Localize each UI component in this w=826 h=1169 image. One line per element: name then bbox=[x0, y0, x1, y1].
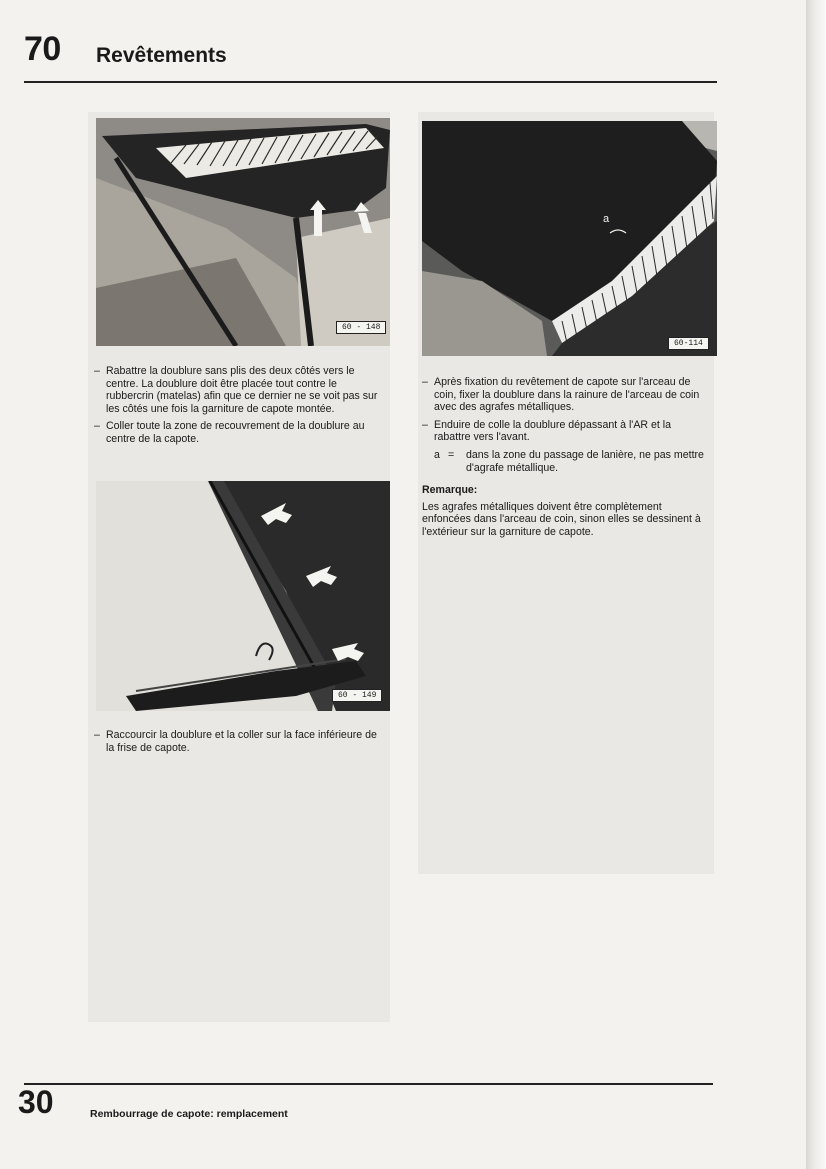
note-title: Remarque: bbox=[422, 484, 478, 497]
chapter-number: 70 bbox=[24, 30, 61, 68]
instruction-item: – Coller toute la zone de recouvrement de la doublure au centre de la capote. bbox=[94, 420, 365, 445]
definition-a: a = dans la zone du passage de lanière, ne pas mettre d'agrafe métallique. bbox=[434, 448, 704, 474]
header-rule bbox=[24, 81, 717, 83]
footer-rule bbox=[24, 1083, 713, 1085]
instruction-item: – Après fixation du revêtement de capote sur l'arceau de coin, fixer la doublure dans la rainure de l'arceau de coin avec des agrafes métalliques. bbox=[422, 376, 700, 414]
callout-a: a bbox=[603, 213, 610, 225]
note-text: Les agrafes métalliques doivent être complètement enfoncées dans l'arceau de coin, sinon elles se dessinent à l'extérieur sur la garniture de capote. bbox=[422, 500, 701, 538]
figure-frieze-photo bbox=[96, 481, 390, 711]
instruction-item: – Rabattre la doublure sans plis des deux côtés vers le centre. La doublure doit être placée tout contre le rubbercrin (matelas) afin que ce dernier ne se voit pas sur les côtés une fois la garniture de capote montée. bbox=[94, 365, 378, 415]
footer-title: Rembourrage de capote: remplacement bbox=[90, 1108, 288, 1120]
instruction-item: – Raccourcir la doublure et la coller sur la face inférieure de la frise de capote. bbox=[94, 729, 377, 754]
figure-corner-hoop-photo bbox=[422, 121, 717, 356]
figure-roof-lining-photo bbox=[96, 118, 390, 346]
page-edge bbox=[806, 0, 826, 1169]
figure-label: 60-114 bbox=[668, 337, 709, 350]
right-text-block bbox=[422, 376, 710, 539]
left-text-block-1 bbox=[94, 365, 384, 451]
page-number: 30 bbox=[18, 1084, 54, 1120]
instruction-item: – Enduire de colle la doublure dépassant à l'AR et la rabattre vers l'avant. bbox=[422, 418, 672, 444]
figure-label: 60 - 149 bbox=[332, 689, 382, 702]
chapter-title: Revêtements bbox=[96, 44, 227, 67]
left-text-block-2 bbox=[94, 729, 384, 759]
figure-label: 60 - 148 bbox=[336, 321, 386, 334]
